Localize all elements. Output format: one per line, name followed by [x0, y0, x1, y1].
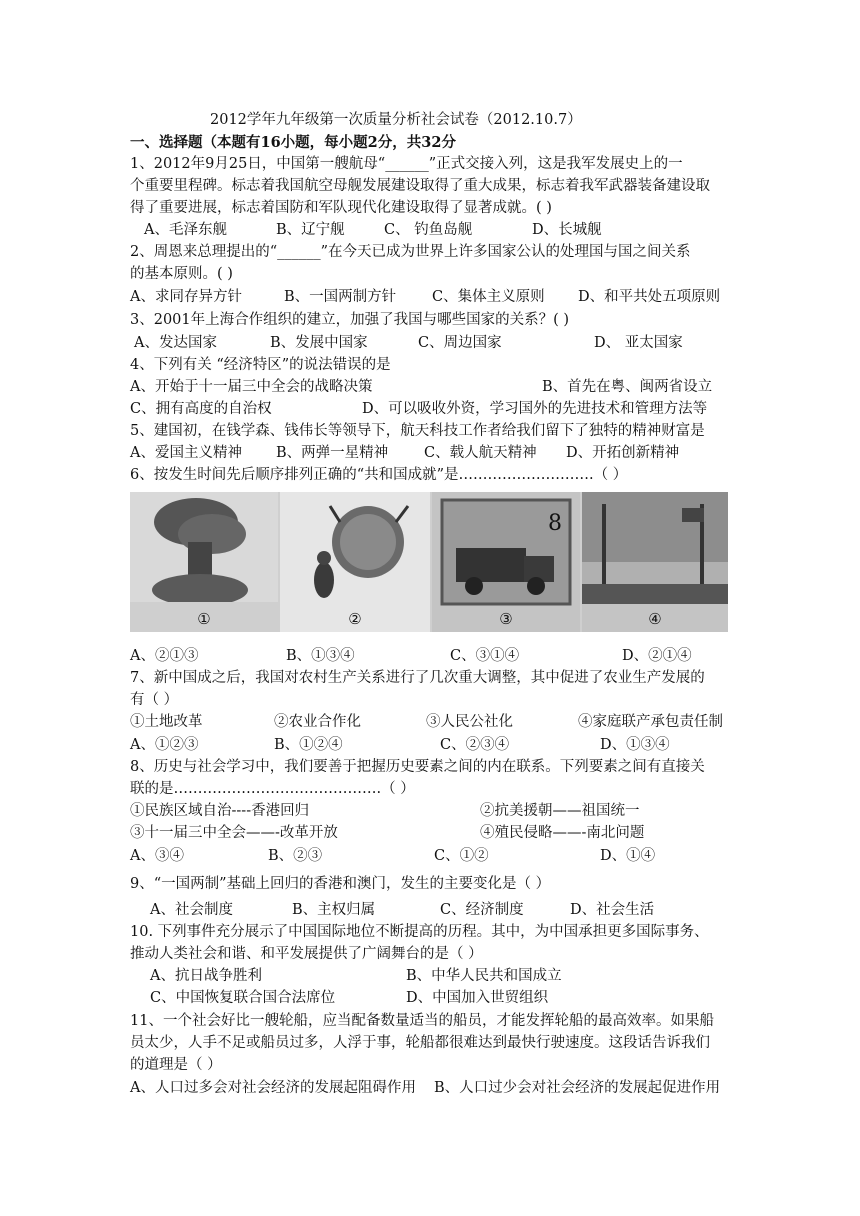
photo-number-4: ④ — [648, 610, 662, 628]
question-10-line-2: 推动人类社会和谐、和平发展提供了广阔舞台的是（ ） — [130, 946, 483, 962]
option-c: C、载人航天精神 — [424, 445, 537, 461]
question-6-line-1: 6、按发生时间先后顺序排列正确的“共和国成就”是……………………….（ ） — [130, 467, 628, 483]
question-2-line-2: 的基本原则。( ) — [130, 266, 233, 282]
photo-number-2: ② — [348, 610, 362, 628]
question-11-line-2: 员太少，人手不足或船员过多，人浮于事，轮船都很难达到最快行驶速度。这段话告诉我们 — [130, 1035, 710, 1051]
truck-stamp-photo — [432, 492, 580, 632]
option-c: C、经济制度 — [440, 902, 524, 918]
option-b: B、中华人民共和国成立 — [406, 968, 562, 984]
option-c: C、①② — [434, 848, 489, 864]
option-d: D、和平共处五项原则 — [578, 289, 721, 305]
option-d: D、可以吸收外资，学习国外的先进技术和管理方法等 — [362, 401, 708, 417]
option-b: B、首先在粤、闽两省设立 — [542, 379, 713, 395]
option-a: A、社会制度 — [150, 902, 233, 918]
option-c: C、拥有高度的自治权 — [130, 401, 272, 417]
option-a: A、求同存异方针 — [130, 289, 242, 305]
option-b: B、一国两制方针 — [284, 289, 397, 305]
question-2-line-1: 2、周恩来总理提出的“______”在今天已成为世界上许多国家公认的处理国与国之间关系 — [130, 244, 691, 260]
option-d: D、 亚太国家 — [594, 335, 683, 351]
handover-ceremony-photo — [582, 492, 728, 632]
option-c: C、集体主义原则 — [432, 289, 545, 305]
option-d: D、中国加入世贸组织 — [406, 990, 549, 1006]
cartoon-pumpkin-photo — [280, 492, 430, 632]
statement-4: ④殖民侵略——-南北问题 — [480, 825, 645, 841]
option-c: C、中国恢复联合国合法席位 — [150, 990, 336, 1006]
option-a: A、③④ — [130, 848, 184, 864]
option-c: C、 钓鱼岛舰 — [384, 222, 473, 238]
option-a: A、毛泽东舰 — [144, 222, 227, 238]
question-7-line-2: 有（ ） — [130, 692, 179, 708]
option-b: B、②③ — [268, 848, 323, 864]
option-d: D、社会生活 — [570, 902, 655, 918]
question-1-line-1: 1、2012年9月25日，中国第一艘航母“______”正式交接入列，这是我军发展史上的一 — [130, 156, 683, 172]
option-a: A、发达国家 — [134, 335, 217, 351]
option-b: B、发展中国家 — [270, 335, 368, 351]
question-1-line-2: 个重要里程碑。标志着我国航空母舰发展建设取得了重大成果，标志着我军武器装备建设取 — [130, 178, 710, 194]
option-b: B、两弹一星精神 — [276, 445, 389, 461]
question-11-line-3: 的道理是（ ） — [130, 1057, 222, 1073]
statement-1: ①民族区域自治----香港回归 — [130, 803, 310, 819]
option-d: D、①④ — [600, 848, 656, 864]
question-4-line-1: 4、下列有关 “经济特区”的说法错误的是 — [130, 357, 391, 373]
achievement-photo-strip — [130, 492, 728, 632]
question-7-line-1: 7、新中国成之后，我国对农村生产关系进行了几次重大调整，其中促进了农业生产发展的 — [130, 670, 705, 686]
option-b: B、辽宁舰 — [276, 222, 345, 238]
option-a: A、人口过多会对社会经济的发展起阻碍作用 — [130, 1080, 416, 1096]
stamp-value: 8 — [548, 511, 562, 536]
option-c: C、周边国家 — [418, 335, 502, 351]
photo-number-3: ③ — [499, 610, 513, 628]
option-b: B、①③④ — [286, 648, 355, 664]
statement-1: ①土地改革 — [130, 714, 203, 730]
option-d: D、开拓创新精神 — [566, 445, 680, 461]
question-1-line-3: 得了重要进展，标志着国防和军队现代化建设取得了显著成就。( ) — [130, 200, 552, 216]
option-d: D、②①④ — [622, 648, 692, 664]
option-b: B、①②④ — [274, 737, 343, 753]
statement-3: ③人民公社化 — [426, 714, 513, 730]
photo-number-1: ① — [197, 610, 211, 628]
option-a: A、爱国主义精神 — [130, 445, 242, 461]
option-a: A、①②③ — [130, 737, 199, 753]
statement-2: ②抗美援朝——祖国统一 — [480, 803, 640, 819]
question-3-line-1: 3、2001年上海合作组织的建立，加强了我国与哪些国家的关系？( ) — [130, 312, 570, 328]
option-b: B、人口过少会对社会经济的发展起促进作用 — [434, 1080, 721, 1096]
option-c: C、②③④ — [440, 737, 510, 753]
statement-2: ②农业合作化 — [274, 714, 361, 730]
question-8-line-1: 8、历史与社会学习中，我们要善于把握历史要素之间的内在联系。下列要素之间有直接关 — [130, 759, 705, 775]
statement-3: ③十一届三中全会——-改革开放 — [130, 825, 338, 841]
option-b: B、主权归属 — [292, 902, 376, 918]
mushroom-cloud-photo — [130, 492, 278, 632]
statement-4: ④家庭联产承包责任制 — [578, 714, 723, 730]
option-c: C、③①④ — [450, 648, 520, 664]
question-11-line-1: 11、一个社会好比一艘轮船，应当配备数量适当的船员，才能发挥轮船的最高效率。如果船 — [130, 1013, 714, 1029]
exam-title: 2012学年九年级第一次质量分析社会试卷（2012.10.7） — [210, 112, 582, 128]
question-5-line-1: 5、建国初，在钱学森、钱伟长等领导下，航天科技工作者给我们留下了独特的精神财富是 — [130, 423, 705, 439]
option-d: D、①③④ — [600, 737, 670, 753]
option-a: A、②①③ — [130, 648, 199, 664]
option-a: A、抗日战争胜利 — [150, 968, 262, 984]
option-d: D、长城舰 — [532, 222, 602, 238]
question-9-line-1: 9、“一国两制”基础上回归的香港和澳门，发生的主要变化是（ ） — [130, 876, 551, 892]
question-8-line-2: 联的是…………………………………….（ ） — [130, 781, 415, 797]
section-heading: 一、选择题（本题有16小题，每小题2分，共32分 — [130, 134, 456, 151]
option-a: A、开始于十一届三中全会的战略决策 — [130, 379, 373, 395]
question-10-line-1: 10. 下列事件充分展示了中国国际地位不断提高的历程。其中，为中国承担更多国际事务、 — [130, 924, 709, 940]
